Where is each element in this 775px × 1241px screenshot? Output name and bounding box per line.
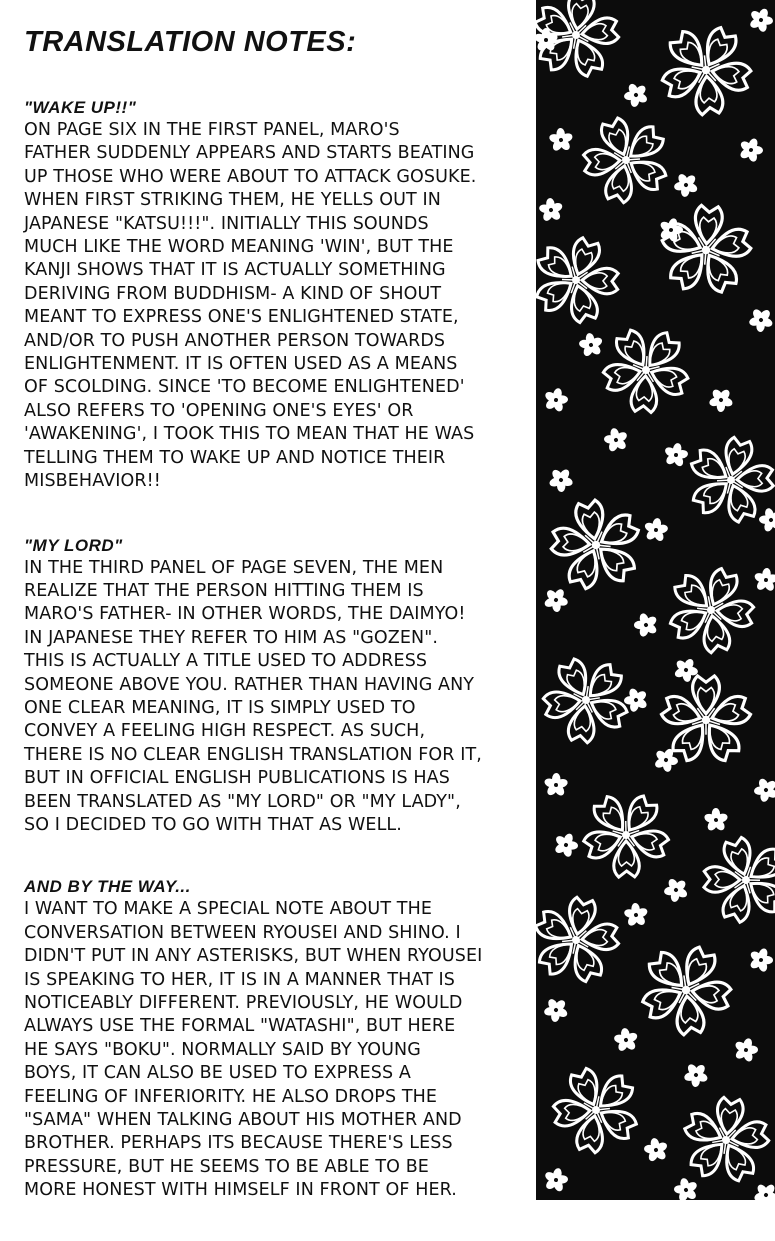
note-line: IN JAPANESE THEY REFER TO HIM AS "GOZEN". bbox=[24, 627, 439, 648]
note-line: CONVERSATION BETWEEN RYOUSEI AND SHINO. I bbox=[24, 922, 461, 943]
note-body bbox=[24, 557, 534, 838]
note-line: MORE HONEST WITH HIMSELF IN FRONT OF HER. bbox=[24, 1180, 457, 1201]
note-heading: "WAKE UP!!" bbox=[24, 98, 137, 117]
note-by-the-way bbox=[24, 875, 534, 1202]
note-my-lord bbox=[24, 534, 534, 838]
note-line: NOTICEABLY DIFFERENT. PREVIOUSLY, HE WOULD bbox=[24, 993, 463, 1013]
note-line: I WANT TO MAKE A SPECIAL NOTE ABOUT THE bbox=[24, 899, 432, 920]
note-line: BOYS, IT CAN ALSO BE USED TO EXPRESS A bbox=[24, 1063, 411, 1084]
note-heading: AND BY THE WAY... bbox=[24, 877, 191, 897]
note-heading: "MY LORD" bbox=[24, 535, 123, 555]
note-line: 'AWAKENING', I TOOK THIS TO MEAN THAT HE WAS bbox=[24, 424, 475, 445]
note-line: DERIVING FROM BUDDHISM- A KIND OF SHOUT bbox=[24, 283, 442, 304]
note-line: JAPANESE "KATSU!!!". INITIALLY THIS SOUNDS bbox=[24, 213, 429, 234]
note-line: WHEN FIRST STRIKING THEM, HE YELLS OUT IN bbox=[24, 190, 441, 211]
note-line: UP THOSE WHO WERE ABOUT TO ATTACK GOSUKE. bbox=[24, 166, 477, 187]
sakura-pattern-border bbox=[536, 0, 775, 1200]
note-line: BROTHER. PERHAPS ITS BECAUSE THERE'S LESS bbox=[24, 1133, 453, 1154]
note-line: TELLING THEM TO WAKE UP AND NOTICE THEIR bbox=[24, 447, 446, 468]
sakura-pattern bbox=[536, 0, 775, 1200]
note-line: ALWAYS USE THE FORMAL "WATASHI", BUT HERE bbox=[24, 1016, 456, 1037]
note-line: MISBEHAVIOR!! bbox=[24, 471, 161, 492]
note-line: MUCH LIKE THE WORD MEANING 'WIN', BUT THE bbox=[24, 237, 454, 258]
note-line: MEANT TO EXPRESS ONE'S ENLIGHTENED STATE, bbox=[24, 307, 459, 328]
note-body bbox=[24, 898, 534, 1202]
note-line: FEELING OF INFERIORITY. HE ALSO DROPS THE bbox=[24, 1086, 438, 1107]
note-line: ON PAGE SIX IN THE FIRST PANEL, MARO'S bbox=[24, 120, 400, 140]
note-line: SOMEONE ABOVE YOU. RATHER THAN HAVING ANY bbox=[24, 674, 475, 695]
note-line: MARO'S FATHER- IN OTHER WORDS, THE DAIMYO! bbox=[24, 604, 466, 625]
note-body bbox=[24, 119, 534, 494]
translation-notes-column bbox=[24, 22, 534, 1241]
note-line: FATHER SUDDENLY APPEARS AND STARTS BEATING bbox=[24, 143, 475, 164]
note-line: SO I DECIDED TO GO WITH THAT AS WELL. bbox=[24, 814, 402, 835]
page-title: TRANSLATION NOTES: bbox=[24, 26, 357, 58]
note-line: IN THE THIRD PANEL OF PAGE SEVEN, THE MEN bbox=[24, 557, 444, 578]
note-line: KANJI SHOWS THAT IT IS ACTUALLY SOMETHING bbox=[24, 260, 446, 281]
note-line: BUT IN OFFICIAL ENGLISH PUBLICATIONS IS HAS bbox=[24, 768, 450, 789]
note-line: AND/OR TO PUSH ANOTHER PERSON TOWARDS bbox=[24, 330, 446, 351]
note-line: BEEN TRANSLATED AS "MY LORD" OR "MY LADY", bbox=[24, 791, 461, 812]
note-line: "SAMA" WHEN TALKING ABOUT HIS MOTHER AND bbox=[24, 1110, 462, 1131]
note-line: ALSO REFERS TO 'OPENING ONE'S EYES' OR bbox=[24, 400, 414, 421]
note-line: REALIZE THAT THE PERSON HITTING THEM IS bbox=[24, 580, 424, 601]
note-wake-up bbox=[24, 96, 534, 494]
note-line: OF SCOLDING. SINCE 'TO BECOME ENLIGHTENED' bbox=[24, 377, 465, 398]
note-line: ONE CLEAR MEANING, IT IS SIMPLY USED TO bbox=[24, 697, 416, 718]
note-line: CONVEY A FEELING HIGH RESPECT. AS SUCH, bbox=[24, 721, 426, 742]
note-line: DIDN'T PUT IN ANY ASTERISKS, BUT WHEN RYOUSEI bbox=[24, 946, 483, 967]
note-line: THERE IS NO CLEAR ENGLISH TRANSLATION FOR IT, bbox=[24, 744, 482, 765]
note-line: THIS IS ACTUALLY A TITLE USED TO ADDRESS bbox=[24, 651, 428, 672]
note-line: HE SAYS "BOKU". NORMALLY SAID BY YOUNG bbox=[24, 1039, 421, 1060]
note-line: ENLIGHTENMENT. IT IS OFTEN USED AS A MEANS bbox=[24, 354, 458, 375]
note-line: PRESSURE, BUT HE SEEMS TO BE ABLE TO BE bbox=[24, 1156, 429, 1177]
note-line: IS SPEAKING TO HER, IT IS IN A MANNER THAT IS bbox=[24, 969, 456, 990]
